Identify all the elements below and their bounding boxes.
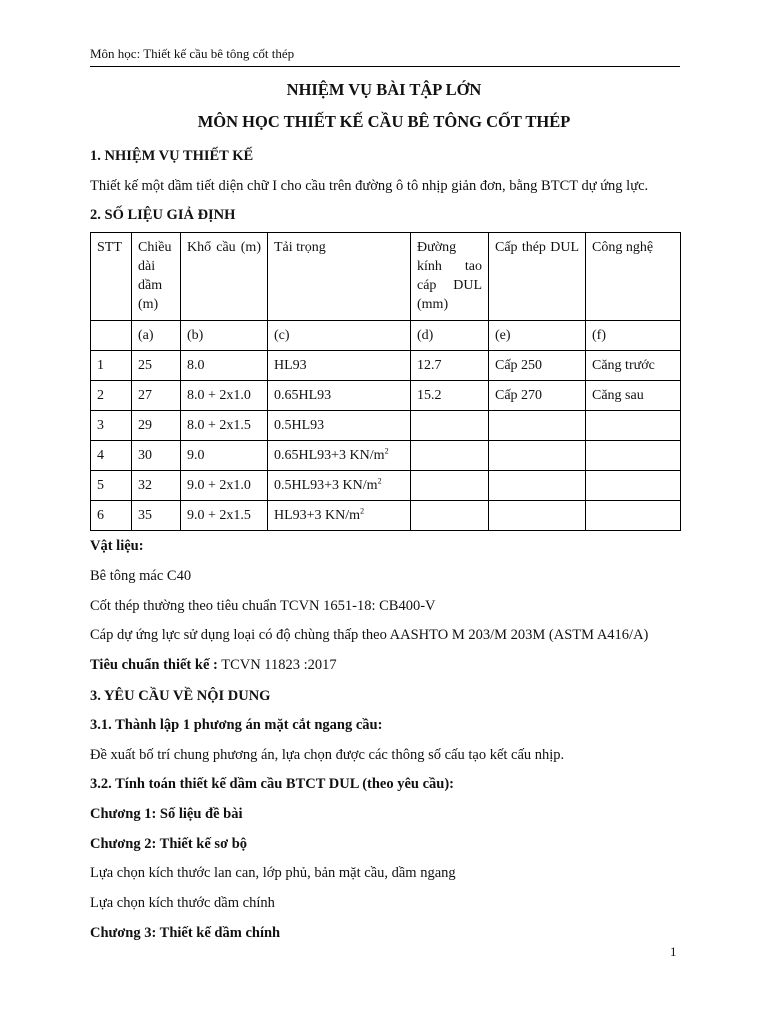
- chapter-2-item: Lựa chọn kích thước dầm chính: [90, 895, 275, 911]
- table-cell: 9.0 + 2x1.5: [181, 501, 268, 531]
- table-cell: 8.0 + 2x1.0: [181, 381, 268, 411]
- table-cell: [489, 471, 586, 501]
- table-cell: HL93: [268, 351, 411, 381]
- table-cell: Căng sau: [586, 381, 681, 411]
- section-3-heading: 3. YÊU CẦU VỀ NỘI DUNG: [90, 688, 271, 704]
- material-strand: Cáp dự ứng lực sử dụng loại có độ chùng thấp theo AASHTO M 203/M 203M (ASTM A416/A): [90, 627, 649, 643]
- chapter-2-heading: Chương 2: Thiết kế sơ bộ: [90, 836, 248, 852]
- table-cell: 0.5HL93+3 $KN/m^2$: [268, 471, 411, 501]
- table-row: [91, 381, 681, 411]
- header-cell-strand-diameter: Đường kính tao cáp DUL (mm): [411, 233, 489, 321]
- subsection-3-2-heading: 3.2. Tính toán thiết kế dầm cầu BTCT DUL (theo yêu cầu):: [90, 776, 455, 792]
- chapter-1-heading: Chương 1: Số liệu đề bài: [90, 806, 243, 822]
- table-cell: [586, 411, 681, 441]
- superscript-two: 2: [384, 446, 389, 456]
- table-cell: [411, 441, 489, 471]
- table-cell: 9.0: [181, 441, 268, 471]
- table-cell: 4: [91, 441, 132, 471]
- table-cell: HL93+3 $KN/m^2$: [268, 501, 411, 531]
- chapter-2-item: Lựa chọn kích thước lan can, lớp phủ, bản mặt cầu, dầm ngang: [90, 865, 456, 881]
- code-cell: (f): [586, 321, 681, 351]
- header-cell-technology: Công nghệ: [586, 233, 681, 321]
- header-cell-stt: STT: [91, 233, 132, 321]
- table-cell: 29: [132, 411, 181, 441]
- table-cell: 27: [132, 381, 181, 411]
- code-cell: (c): [268, 321, 411, 351]
- table-cell: 9.0 + 2x1.0: [181, 471, 268, 501]
- table-cell: 1: [91, 351, 132, 381]
- table-cell: [489, 501, 586, 531]
- table-cell: Cấp 250: [489, 351, 586, 381]
- header-cell-steel-grade: Cấp thép DUL: [489, 233, 586, 321]
- table-cell: [411, 411, 489, 441]
- title-line-2: MÔN HỌC THIẾT KẾ CẦU BÊ TÔNG CỐT THÉP: [197, 112, 571, 131]
- table-cell: [411, 501, 489, 531]
- section-1-text: Thiết kế một dầm tiết diện chữ I cho cầu trên đường ô tô nhịp giản đơn, bằng BTCT dự ứng lực.: [90, 178, 649, 194]
- code-cell: (b): [181, 321, 268, 351]
- table-cell: [489, 411, 586, 441]
- table-cell: 12.7: [411, 351, 489, 381]
- table-cell: [586, 471, 681, 501]
- table-cell: 0.65HL93+3 $KN/m^2$: [268, 441, 411, 471]
- table-cell: [586, 501, 681, 531]
- table-row: [91, 441, 681, 471]
- table-cell: 3: [91, 411, 132, 441]
- section-1-heading: 1. NHIỆM VỤ THIẾT KẾ: [90, 148, 254, 164]
- table-row: [91, 471, 681, 501]
- header-cell-load: Tải trọng: [268, 233, 411, 321]
- page-number: 1: [670, 944, 677, 959]
- code-cell: (d): [411, 321, 489, 351]
- header-cell-width: Khổ cầu (m): [181, 233, 268, 321]
- design-standard-value: TCVN 11823 :2017: [217, 657, 337, 673]
- code-cell: [91, 321, 132, 351]
- design-standard-label: Tiêu chuẩn thiết kế :: [90, 657, 218, 673]
- table-row: [91, 351, 681, 381]
- code-cell: (e): [489, 321, 586, 351]
- code-cell: (a): [132, 321, 181, 351]
- design-standard: [90, 657, 337, 674]
- assumed-data-table: [90, 232, 681, 531]
- table-cell: 15.2: [411, 381, 489, 411]
- table-cell: 8.0: [181, 351, 268, 381]
- table-row: [91, 501, 681, 531]
- table-cell: Cấp 270: [489, 381, 586, 411]
- subsection-3-1-text: Đề xuất bố trí chung phương án, lựa chọn được các thông số cấu tạo kết cấu nhịp.: [90, 747, 565, 763]
- table-cell: 6: [91, 501, 132, 531]
- table-cell: [411, 471, 489, 501]
- section-2-heading: 2. SỐ LIỆU GIẢ ĐỊNH: [90, 207, 236, 223]
- material-rebar: Cốt thép thường theo tiêu chuẩn TCVN 1651-18: CB400-V: [90, 598, 436, 614]
- table-cell: [586, 441, 681, 471]
- table-cell: 2: [91, 381, 132, 411]
- table-header-row: [91, 233, 681, 321]
- table-cell: 30: [132, 441, 181, 471]
- table-cell: 8.0 + 2x1.5: [181, 411, 268, 441]
- subsection-3-1-heading: 3.1. Thành lập 1 phương án mặt cắt ngang cầu:: [90, 717, 383, 733]
- title-line-1: NHIỆM VỤ BÀI TẬP LỚN: [286, 80, 482, 99]
- material-concrete: Bê tông mác C40: [90, 568, 192, 584]
- superscript-two: 2: [360, 506, 365, 516]
- table-cell: 0.65HL93: [268, 381, 411, 411]
- materials-heading: Vật liệu:: [90, 538, 144, 554]
- table-cell: 35: [132, 501, 181, 531]
- table-row: [91, 411, 681, 441]
- table-cell: 32: [132, 471, 181, 501]
- table-cell: 5: [91, 471, 132, 501]
- table-cell: 25: [132, 351, 181, 381]
- header-cell-length: Chiều dài dầm (m): [132, 233, 181, 321]
- table-cell: [489, 441, 586, 471]
- page-header: Môn học: Thiết kế cầu bê tông cốt thép: [90, 46, 680, 67]
- table-cell: 0.5HL93: [268, 411, 411, 441]
- superscript-two: 2: [377, 476, 382, 486]
- table-cell: Căng trước: [586, 351, 681, 381]
- table-code-row: [91, 321, 681, 351]
- chapter-3-heading: Chương 3: Thiết kế dầm chính: [90, 925, 281, 941]
